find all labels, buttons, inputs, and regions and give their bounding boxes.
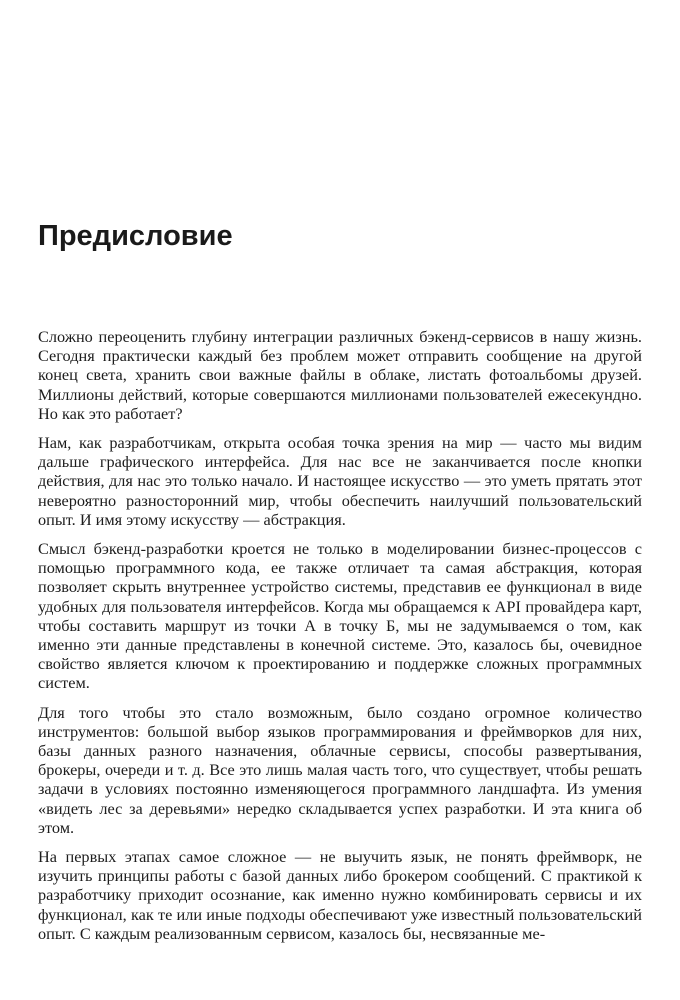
paragraph-5: На первых этапах самое сложное — не выучить язык, не понять фреймворк, не изучить принципы работы с базой данных либо брокером сообщений. С практикой к разработчику приходит осознание, как именно нужно комбинировать сервисы и их функционал, как те или иные подходы обеспечивают уже известный пользовательский опыт. С каждым реализованным сервисом, казалось бы, несвязанные ме- (38, 847, 642, 943)
paragraph-3: Смысл бэкенд-разработки кроется не только в моделировании бизнес-процессов с помощью программного кода, ее также отличает та самая абстракция, которая позволяет скрыть внутреннее устройство системы, представив ее функционал в виде удобных для пользователя интерфейсов. Когда мы обращаемся к API провайдера карт, чтобы составить маршрут из точки А в точку Б, мы не задумываемся о том, как именно эти данные представлены в конечной системе. Это, казалось бы, очевидное свойство является ключом к проектированию и поддержке сложных программных систем. (38, 539, 642, 693)
chapter-title: Предисловие (38, 220, 233, 252)
paragraph-2: Нам, как разработчикам, открыта особая точка зрения на мир — часто мы видим дальше графического интерфейса. Для нас все не заканчивается после кнопки действия, для нас это только начало. И настоящее искусство — это уметь прятать этот невероятно разносторонний мир, чтобы обеспечить наилучший пользовательский опыт. И имя этому искусству — абстракция. (38, 433, 642, 529)
paragraph-4: Для того чтобы это стало возможным, было создано огромное количество инструментов: большой выбор языков программирования и фреймворков для них, базы данных разного назначения, облачные сервисы, способы развертывания, брокеры, очереди и т. д. Все это лишь малая часть того, что существует, чтобы решать задачи в условиях постоянно изменяющегося программного ландшафта. Из умения «видеть лес за деревьями» нередко складывается успех разработки. И эта книга об этом. (38, 702, 642, 837)
chapter-body (38, 327, 642, 953)
paragraph-1: Сложно переоценить глубину интеграции различных бэкенд-сервисов в нашу жизнь. Сегодня практически каждый без проблем может отправить сообщение на другой конец света, хранить свои важные файлы в облаке, листать фотоальбомы друзей. Миллионы действий, которые совершаются миллионами пользователей ежесекундно. Но как это работает? (38, 327, 642, 423)
